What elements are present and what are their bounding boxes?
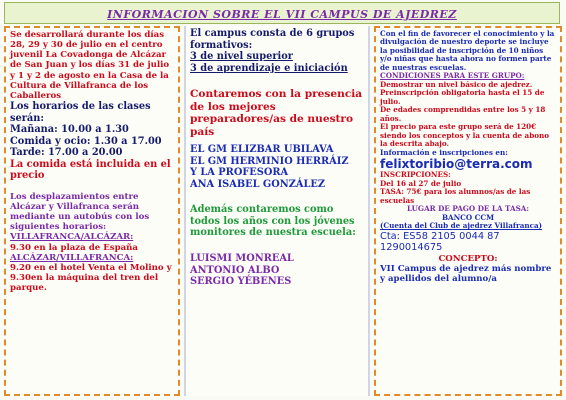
account-number-line2: 1290014675 (380, 242, 443, 254)
schedule-afternoon: Tarde: 17.00 a 20.00 (10, 147, 123, 159)
bank-name: BANCO CCM (441, 212, 495, 222)
route-villafranca-alcazar-text: 9.30 en la plaza de España (10, 242, 138, 253)
presence-text: Contaremos con la presencia de los mejores preparadores/as de nuestro país (190, 88, 363, 138)
transport-intro: Los desplazamientos entre Alcázar y Villafranca serán mediante un autobús con los siguientes horarios: (10, 191, 150, 233)
column-groups-trainers (184, 26, 370, 396)
info-label: Información e inscripciones en: (380, 147, 508, 157)
monitor-albo: ANTONIO ALBO (190, 264, 280, 276)
inscriptions-title: INSCRIPCIONES: (380, 170, 451, 180)
trainer-gonzalez: ANA ISABEL GONZÁLEZ (190, 178, 325, 190)
schedule-morning: Mañana: 10.00 a 1.30 (10, 124, 129, 136)
fee-text: TASA: 75€ para los alumnos/as de las escuelas (380, 187, 531, 205)
route-villafranca-alcazar-title: VILLAFRANCA/ALCÁZAR: (10, 232, 134, 243)
header-banner (4, 2, 560, 24)
monitor-monreal: LUISMI MONREAL (190, 253, 294, 265)
concept-title: CONCEPTO: (438, 253, 498, 264)
dates-venue-text: Se desarrollará durante los días 28, 29 y 30 de julio en el centro juvenil La Covadonga de Alcázar de San Juan y los días 31 de julio y 1 y 2 de agosto en la Casa de la Cultura de Villafranca de los Caballeros (10, 30, 170, 101)
contact-email[interactable]: felixtoribio@terra.com (380, 157, 533, 172)
groups-learning: 3 de aprendizaje e iniciación (190, 62, 348, 74)
page-title: INFORMACION SOBRE EL VII CAMPUS DE AJEDREZ (107, 8, 457, 21)
inscriptions-dates: Del 16 al 27 de julio (380, 178, 462, 188)
groups-superior: 3 de nivel superior (190, 51, 293, 63)
condition-price: El precio para este grupo será de 120€ siendo los conceptos y la cuenta de abono la descrita abajo. (380, 122, 550, 149)
trainer-professor-label: Y LA PROFESORA (190, 167, 289, 179)
concept-text: VII Campus de ajedrez más nombre y apellidos del alumno/a (380, 264, 552, 285)
schedule-lunch: Comida y ocio: 1.30 a 17.00 (10, 135, 162, 147)
trainer-ubilava: EL GM ELIZBAR UBILAVA (190, 144, 334, 156)
monitor-yebenes: SERGIO YÉBENES (190, 276, 292, 288)
groups-intro: El campus consta de 6 grupos formativos: (190, 28, 355, 51)
monitors-intro: Además contaremos como todos los años con los jóvenes monitores de nuestra escuela: (190, 204, 356, 239)
trainer-herraiz: EL GM HERMINIO HERRÁIZ (190, 155, 349, 167)
condition-ages: De edades comprendidas entre los 5 y 18 años. (380, 105, 546, 123)
column-dates-schedule (4, 26, 180, 396)
condition-preregistration: Preinscripción obligatoria hasta el 15 de julio. (380, 88, 545, 106)
route-alcazar-villafranca-text: 9.20 en el hotel Venta el Molino y 9.30en la máquina del tren del parque. (10, 262, 172, 294)
column-registration (374, 26, 562, 396)
conditions-title: CONDICIONES PARA ESTE GRUPO: (380, 71, 525, 81)
route-alcazar-villafranca-title: ALCÁZAR/VILLAFRANCA: (10, 252, 134, 263)
registration-intro: Con el fin de favorecer el conocimiento y la divulgación de nuestro deporte se incluye la posibilidad de inscripción de 10 niños y/o niñas que hasta ahora no formen parte de nuestras escuelas. (380, 29, 555, 72)
account-number-line1: Cta: ES58 2105 0044 87 (380, 230, 500, 242)
condition-level: Demostrar un nivel básico de ajedrez. (380, 79, 533, 89)
bank-account-note: (Cuenta del Club de ajedrez Villafranca) (380, 221, 543, 231)
schedule-title: Los horarios de las clases serán: (10, 100, 151, 124)
meal-note: La comida está incluida en el precio (10, 158, 171, 182)
payment-place-title: LUGAR DE PAGO DE LA TASA: (407, 204, 529, 214)
